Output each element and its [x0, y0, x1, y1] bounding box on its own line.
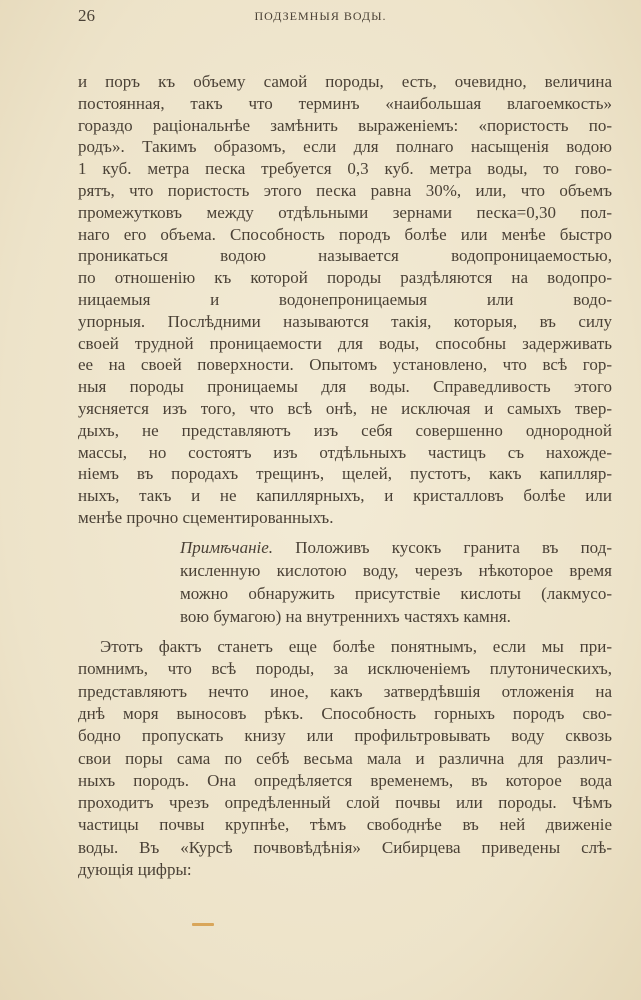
text-line: упорныя. Послѣдними называются такія, которыя, въ силу — [78, 311, 612, 331]
text-line: ныхъ, такъ и не капиллярныхъ, и кристалловъ болѣе или — [78, 486, 612, 506]
text-line: помнимъ, что всѣ породы, за исключеніемъ плутоническихъ, — [78, 659, 612, 679]
text-line: дыхъ, не представляютъ изъ себя совершенно однородной — [78, 420, 612, 440]
text-line: массы, но состоятъ изъ отдѣльныхъ частицъ съ нахожде- — [78, 442, 612, 462]
text-line: ее на своей поверхности. Опытомъ установлено, что всѣ гор- — [78, 355, 612, 375]
text-line: уясняется изъ того, что всѣ онѣ, не исключая и самыхъ твер- — [78, 399, 612, 418]
text-line: днѣ моря выносовъ рѣкъ. Способность горныхъ породъ сво- — [78, 703, 612, 723]
text-line: своей трудной проницаемости для воды, способны задерживать — [78, 333, 612, 353]
text-line: менѣе прочно сцементированныхъ. — [78, 508, 334, 527]
text-line: свои поры сама по себѣ весьма мала и различна для различ- — [78, 748, 612, 768]
note-line — [180, 537, 612, 559]
text-line: по отношенію къ которой породы раздѣляются на водопро- — [78, 268, 612, 288]
note-label: Примѣчаніе. — [180, 538, 274, 557]
note-line-text: Положивъ кусокъ гранита въ под- — [273, 538, 612, 557]
text-line: Этотъ фактъ станетъ еще болѣе понятнымъ, если мы при- — [100, 637, 612, 656]
note-line: кисленную кислотою воду, черезъ нѣкоторое время — [180, 561, 612, 580]
page-number: 26 — [78, 6, 95, 25]
text-line: рятъ, что пористость этого песка равна 30%, или, что объемъ — [78, 181, 612, 200]
text-line: проникаться водою называется водопроницаемостью, — [78, 246, 612, 266]
note-line: можно обнаружить присутствіе кислоты (лакмусо- — [180, 584, 612, 603]
text-line: наго его объема. Способность породъ болѣе или менѣе быстро — [78, 224, 612, 244]
text-line: гораздо раціональнѣе замѣнить выраженіемъ: «пористость по- — [78, 115, 612, 135]
text-line: промежутковъ между отдѣльными зернами песка=0,30 пол- — [78, 202, 612, 222]
text-line: частицы почвы крупнѣе, тѣмъ свободнѣе въ ней движеніе — [78, 815, 612, 835]
ink-mark — [192, 923, 214, 926]
text-line: дующія цифры: — [78, 860, 192, 879]
text-line: родъ». Такимъ образомъ, если для полнаго насыщенія водою — [78, 137, 612, 157]
text-line: ныхъ породъ. Она опредѣляется временемъ, въ которое вода — [78, 770, 612, 790]
text-line: ницаемыя и водонепроницаемыя или водо- — [78, 290, 612, 309]
text-line: ныя породы проницаемы для воды. Справедливость этого — [78, 377, 612, 397]
text-line: 1 куб. метра песка требуется 0,3 куб. метра воды, то гово- — [78, 159, 612, 179]
running-title: ПОДЗЕМНЫЯ ВОДЫ. — [254, 9, 387, 23]
text-line: бодно пропускать книзу или профильтровывать воду сквозь — [78, 726, 612, 746]
text-line: представляютъ нечто иное, какъ затвердѣвшія отложенія на — [78, 681, 612, 701]
text-line: постоянная, такъ что терминъ «наибольшая влагоемкость» — [78, 93, 612, 113]
text-line: проходитъ чрезъ опредѣленный слой почвы или породы. Чѣмъ — [78, 793, 612, 813]
text-line: и поръ къ объему самой породы, есть, очевидно, величина — [78, 72, 612, 91]
text-line: воды. Въ «Курсѣ почвовѣдѣнія» Сибирцева приведены слѣ- — [78, 837, 612, 857]
note-line: вою бумагою) на внутреннихъ частяхъ камня. — [180, 607, 511, 626]
text-line: ніемъ въ породахъ трещинъ, щелей, пустотъ, какъ капилляр- — [78, 464, 612, 484]
